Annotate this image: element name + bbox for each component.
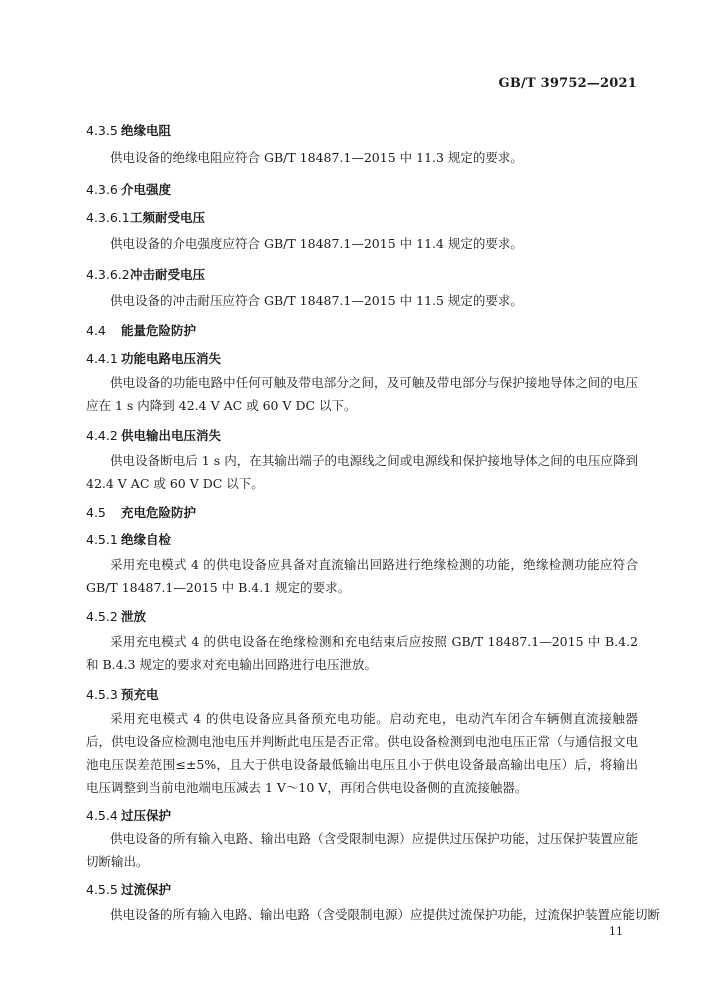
section-number: 4.3.5 <box>86 123 118 138</box>
section-number: 4.5 <box>86 505 106 520</box>
section-paragraph: 采用充电模式 4 的供电设备应具备预充电功能。启动充电，电动汽车闭合车辆侧直流接触器后，供电设备应检测电池电压并判断此电压是否正常。供电设备检测到电池电压正常（与通信报文电池电压误差范围≤±5%，且大于供电设备最低输出电压且小于供电设备最高输出电压）后，将输出电压调整到当前电池端电压减去 1 V～10 V，再闭合供电设备侧的直流接触器。 <box>86 711 638 795</box>
section-heading <box>86 265 205 283</box>
section-paragraph: 采用充电模式 4 的供电设备在绝缘检测和充电结束后应按照 GB/T 18487.1—2015 中 B.4.2 和 B.4.3 规定的要求对充电输出回路进行电压泄放。 <box>86 634 638 672</box>
section-heading <box>86 685 159 703</box>
section-title: 能量危险防护 <box>121 323 197 338</box>
section-paragraph: 供电设备的所有输入电路、输出电路（含受限制电源）应提供过压保护功能，过压保护装置应能切断输出。 <box>86 831 638 869</box>
section-heading <box>86 503 196 521</box>
section-number: 4.3.6.2 <box>86 267 130 282</box>
section-title: 绝缘电阻 <box>121 123 172 138</box>
section-title: 冲击耐受电压 <box>130 267 206 282</box>
standard-code-header: GB/T 39752—2021 <box>498 76 637 91</box>
section-heading <box>86 426 221 444</box>
section-paragraph: 供电设备断电后 1 s 内，在其输出端子的电源线之间或电源线和保护接地导体之间的电压应降到 42.4 V AC 或 60 V DC 以下。 <box>86 453 638 491</box>
section-heading <box>86 349 221 367</box>
section-number: 4.3.6.1 <box>86 210 130 225</box>
section-heading <box>86 806 171 824</box>
section-number: 4.5.5 <box>86 882 118 897</box>
section-number: 4.4.2 <box>86 428 118 443</box>
section-title: 工频耐受电压 <box>130 210 206 225</box>
page-number: 11 <box>609 925 623 938</box>
section-title: 过流保护 <box>121 882 172 897</box>
section-title: 功能电路电压消失 <box>121 351 222 366</box>
section-heading <box>86 880 171 898</box>
section-title: 介电强度 <box>121 182 172 197</box>
section-paragraph: 供电设备的介电强度应符合 GB/T 18487.1—2015 中 11.4 规定的要求。 <box>110 236 523 251</box>
section-paragraph: 供电设备的冲击耐压应符合 GB/T 18487.1—2015 中 11.5 规定的要求。 <box>110 293 523 308</box>
section-title: 预充电 <box>121 687 159 702</box>
section-heading <box>86 321 196 339</box>
section-number: 4.4.1 <box>86 351 118 366</box>
section-title: 泄放 <box>121 609 147 624</box>
section-number: 4.5.2 <box>86 609 118 624</box>
section-heading <box>86 180 171 198</box>
section-title: 供电输出电压消失 <box>121 428 222 443</box>
section-heading <box>86 121 171 139</box>
section-paragraph: 供电设备的功能电路中任何可触及带电部分之间，及可触及带电部分与保护接地导体之间的电压应在 1 s 内降到 42.4 V AC 或 60 V DC 以下。 <box>86 375 638 413</box>
section-number: 4.3.6 <box>86 182 118 197</box>
section-heading <box>86 530 171 548</box>
section-number: 4.5.3 <box>86 687 118 702</box>
section-title: 绝缘自检 <box>121 532 172 547</box>
section-title: 过压保护 <box>121 808 172 823</box>
section-paragraph: 供电设备的所有输入电路、输出电路（含受限制电源）应提供过流保护功能，过流保护装置应能切断 <box>110 907 661 922</box>
section-number: 4.5.4 <box>86 808 118 823</box>
section-title: 充电危险防护 <box>121 505 197 520</box>
section-paragraph: 供电设备的绝缘电阻应符合 GB/T 18487.1—2015 中 11.3 规定的要求。 <box>110 150 523 165</box>
section-number: 4.4 <box>86 323 106 338</box>
section-number: 4.5.1 <box>86 532 118 547</box>
section-heading <box>86 208 205 226</box>
section-heading <box>86 607 146 625</box>
section-paragraph: 采用充电模式 4 的供电设备应具备对直流输出回路进行绝缘检测的功能，绝缘检测功能应符合 GB/T 18487.1—2015 中 B.4.1 规定的要求。 <box>86 557 638 595</box>
